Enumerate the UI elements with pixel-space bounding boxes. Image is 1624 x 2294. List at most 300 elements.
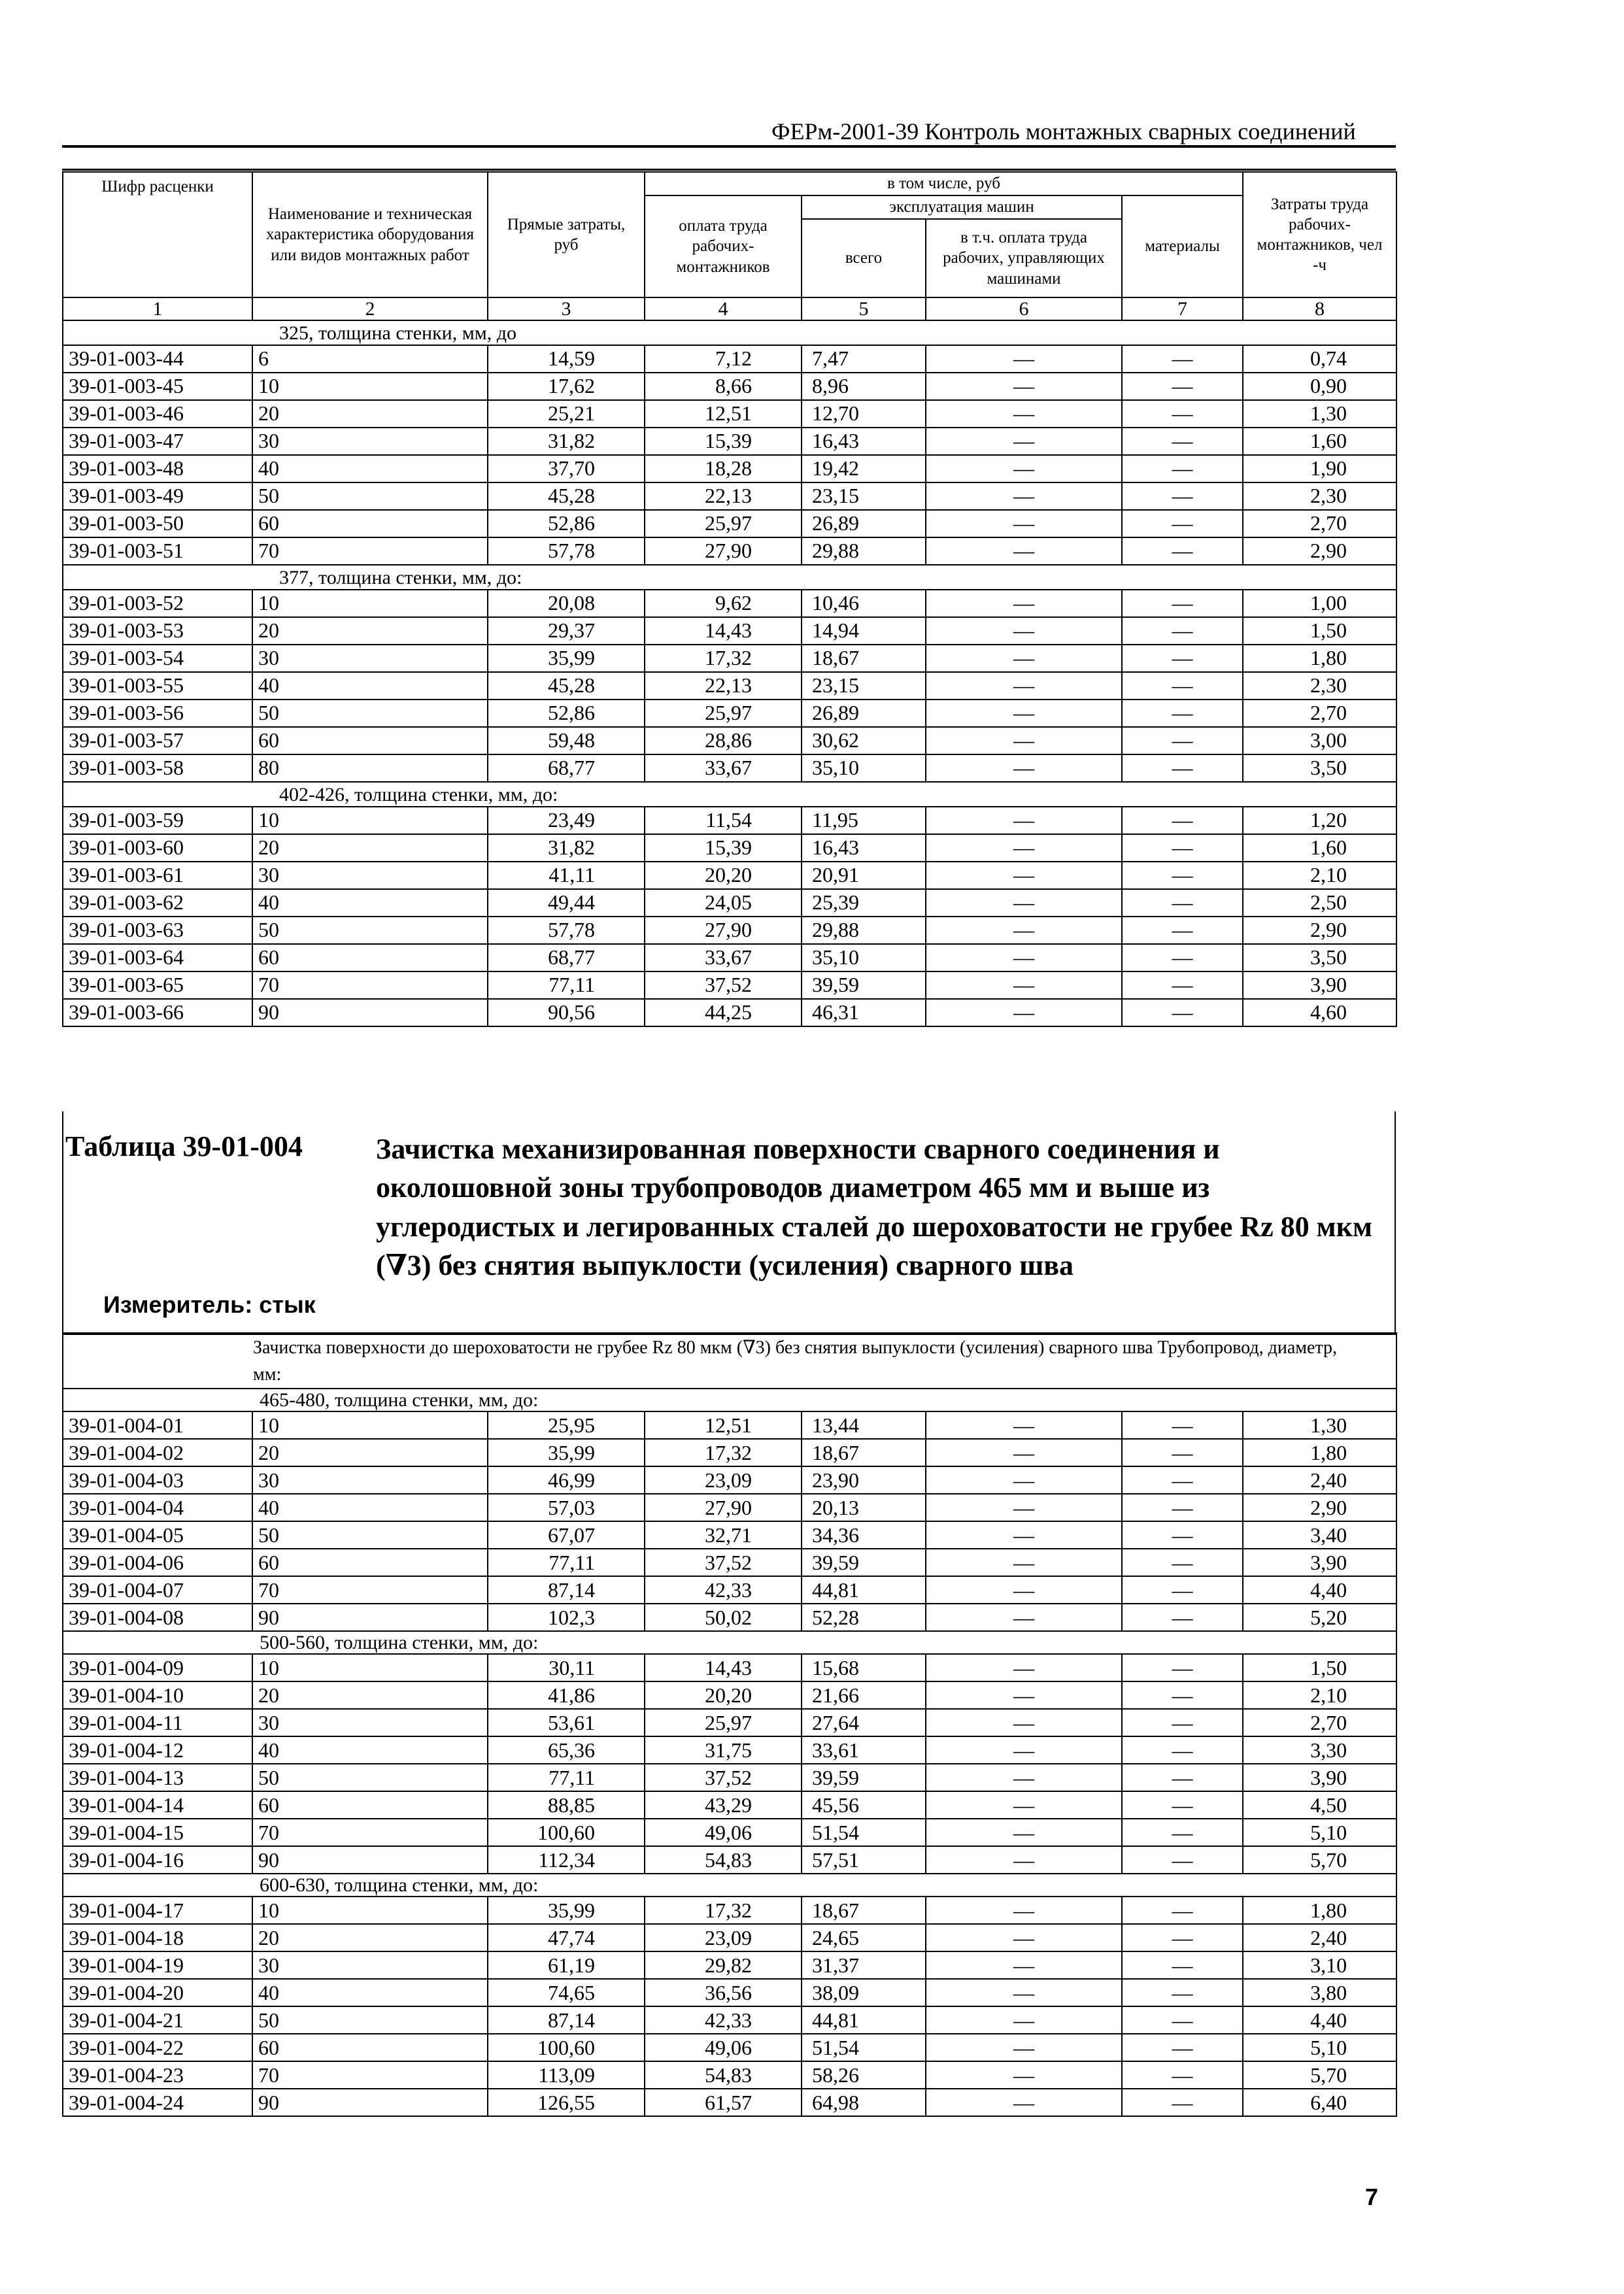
labor-hours: 2,70: [1243, 510, 1396, 537]
header-rule: [62, 145, 1396, 148]
direct-cost: 45,28: [488, 672, 645, 700]
labor-hours: 2,10: [1243, 1681, 1396, 1709]
wages: 27,90: [645, 917, 802, 944]
direct-cost: 67,07: [488, 1521, 645, 1549]
materials: —: [1122, 1411, 1243, 1439]
rate-code: 39-01-004-01: [63, 1411, 252, 1439]
wall-thickness: 40: [252, 455, 488, 482]
wall-thickness: 10: [252, 1411, 488, 1439]
labor-hours: 5,70: [1243, 1846, 1396, 1874]
machines-wages: —: [926, 1846, 1122, 1874]
machines-total: 64,98: [802, 2089, 926, 2116]
group-label: 325, толщина стенки, мм, до: [63, 320, 1396, 345]
labor-hours: 2,90: [1243, 1494, 1396, 1521]
rate-code: 39-01-004-17: [63, 1897, 252, 1924]
wall-thickness: 50: [252, 1764, 488, 1791]
wall-thickness: 20: [252, 617, 488, 645]
rate-code: 39-01-003-62: [63, 889, 252, 917]
rate-code: 39-01-004-20: [63, 1979, 252, 2006]
direct-cost: 68,77: [488, 944, 645, 971]
machines-total: 29,88: [802, 917, 926, 944]
machines-total: 33,61: [802, 1736, 926, 1764]
rate-code: 39-01-004-12: [63, 1736, 252, 1764]
direct-cost: 74,65: [488, 1979, 645, 2006]
labor-hours: 0,74: [1243, 345, 1396, 373]
wages: 20,20: [645, 862, 802, 889]
labor-hours: 3,80: [1243, 1979, 1396, 2006]
direct-cost: 57,03: [488, 1494, 645, 1521]
machines-wages: —: [926, 754, 1122, 782]
materials: —: [1122, 1979, 1243, 2006]
machines-wages: —: [926, 2061, 1122, 2089]
wall-thickness: 50: [252, 917, 488, 944]
materials: —: [1122, 1521, 1243, 1549]
rate-code: 39-01-003-54: [63, 645, 252, 672]
direct-cost: 35,99: [488, 1897, 645, 1924]
wall-thickness: 40: [252, 672, 488, 700]
rate-code: 39-01-003-58: [63, 754, 252, 782]
labor-hours: 3,10: [1243, 1951, 1396, 1979]
machines-total: 10,46: [802, 590, 926, 617]
wall-thickness: 20: [252, 1439, 488, 1466]
table-row: [63, 862, 1396, 889]
wages: 33,67: [645, 944, 802, 971]
rate-code: 39-01-004-03: [63, 1466, 252, 1494]
wages: 9,62: [645, 590, 802, 617]
labor-hours: 1,30: [1243, 400, 1396, 428]
labor-hours: 1,90: [1243, 455, 1396, 482]
table-row: [63, 754, 1396, 782]
table-row: [63, 834, 1396, 862]
rate-code: 39-01-004-18: [63, 1924, 252, 1951]
wages: 61,57: [645, 2089, 802, 2116]
materials: —: [1122, 428, 1243, 455]
rate-code: 39-01-003-55: [63, 672, 252, 700]
rate-code: 39-01-003-59: [63, 807, 252, 834]
table-number: Таблица 39-01-004: [65, 1130, 303, 1162]
column-index-row: [63, 297, 1396, 320]
machines-wages: —: [926, 1604, 1122, 1631]
wall-thickness: 60: [252, 1549, 488, 1576]
machines-total: 18,67: [802, 645, 926, 672]
machines-total: 38,09: [802, 1979, 926, 2006]
machines-total: 44,81: [802, 2006, 926, 2034]
wages: 22,13: [645, 482, 802, 510]
column-index: 3: [488, 297, 645, 320]
direct-cost: 25,95: [488, 1411, 645, 1439]
materials: —: [1122, 727, 1243, 754]
machines-total: 18,67: [802, 1439, 926, 1466]
machines-wages: —: [926, 1709, 1122, 1736]
machines-total: 58,26: [802, 2061, 926, 2089]
table-row: [63, 727, 1396, 754]
table-row: [63, 2061, 1396, 2089]
rate-code: 39-01-004-11: [63, 1709, 252, 1736]
col-header-direct: Прямые затраты, руб: [488, 172, 645, 297]
direct-cost: 57,78: [488, 537, 645, 565]
labor-hours: 2,50: [1243, 889, 1396, 917]
wages: 20,20: [645, 1681, 802, 1709]
rate-code: 39-01-003-60: [63, 834, 252, 862]
wages: 36,56: [645, 1979, 802, 2006]
col-header-machines: эксплуатация машин: [802, 195, 1122, 219]
wall-thickness: 90: [252, 1604, 488, 1631]
materials: —: [1122, 1466, 1243, 1494]
direct-cost: 112,34: [488, 1846, 645, 1874]
materials: —: [1122, 1549, 1243, 1576]
table-row: [63, 482, 1396, 510]
labor-hours: 3,50: [1243, 754, 1396, 782]
col-header-machines-wages: в т.ч. оплата труда рабочих, управляющих машинами: [926, 219, 1122, 297]
labor-hours: 2,90: [1243, 917, 1396, 944]
direct-cost: 46,99: [488, 1466, 645, 1494]
wall-thickness: 40: [252, 889, 488, 917]
wages: 17,32: [645, 1439, 802, 1466]
machines-total: 23,15: [802, 482, 926, 510]
table-row: [63, 944, 1396, 971]
wall-thickness: 40: [252, 1494, 488, 1521]
direct-cost: 41,86: [488, 1681, 645, 1709]
direct-cost: 126,55: [488, 2089, 645, 2116]
rate-code: 39-01-003-46: [63, 400, 252, 428]
wages: 25,97: [645, 510, 802, 537]
direct-cost: 100,60: [488, 2034, 645, 2061]
machines-wages: —: [926, 510, 1122, 537]
materials: —: [1122, 1439, 1243, 1466]
wall-thickness: 30: [252, 428, 488, 455]
labor-hours: 2,40: [1243, 1924, 1396, 1951]
table-row: [63, 971, 1396, 999]
rate-code: 39-01-004-22: [63, 2034, 252, 2061]
wages: 49,06: [645, 2034, 802, 2061]
wages: 17,32: [645, 645, 802, 672]
rate-code: 39-01-004-06: [63, 1549, 252, 1576]
wages: 25,97: [645, 1709, 802, 1736]
machines-total: 46,31: [802, 999, 926, 1026]
machines-wages: —: [926, 1439, 1122, 1466]
materials: —: [1122, 1764, 1243, 1791]
col-header-name: Наименование и техническая характеристика оборудования или видов монтажных работ: [252, 172, 488, 297]
labor-hours: 1,00: [1243, 590, 1396, 617]
machines-wages: —: [926, 672, 1122, 700]
table-row: [63, 1791, 1396, 1819]
materials: —: [1122, 345, 1243, 373]
wall-thickness: 50: [252, 700, 488, 727]
labor-hours: 4,50: [1243, 1791, 1396, 1819]
column-index: 2: [252, 297, 488, 320]
machines-total: 11,95: [802, 807, 926, 834]
wall-thickness: 90: [252, 999, 488, 1026]
wall-thickness: 70: [252, 1576, 488, 1604]
machines-total: 35,10: [802, 754, 926, 782]
machines-total: 16,43: [802, 428, 926, 455]
group-label: 465-480, толщина стенки, мм, до:: [63, 1389, 1396, 1411]
wages: 12,51: [645, 1411, 802, 1439]
table-row: [63, 617, 1396, 645]
machines-total: 26,89: [802, 510, 926, 537]
labor-hours: 4,40: [1243, 2006, 1396, 2034]
materials: —: [1122, 1736, 1243, 1764]
machines-total: 23,15: [802, 672, 926, 700]
machines-wages: —: [926, 1764, 1122, 1791]
group-row: [63, 1631, 1396, 1654]
direct-cost: 77,11: [488, 1549, 645, 1576]
machines-total: 19,42: [802, 455, 926, 482]
col-header-code: Шифр расценки: [63, 172, 252, 297]
direct-cost: 102,3: [488, 1604, 645, 1631]
rate-code: 39-01-004-02: [63, 1439, 252, 1466]
wall-thickness: 70: [252, 537, 488, 565]
machines-wages: —: [926, 834, 1122, 862]
wall-thickness: 20: [252, 834, 488, 862]
wall-thickness: 90: [252, 2089, 488, 2116]
group-row: [63, 782, 1396, 807]
wall-thickness: 30: [252, 1709, 488, 1736]
labor-hours: 2,30: [1243, 482, 1396, 510]
direct-cost: 31,82: [488, 834, 645, 862]
page-number: 7: [1365, 2184, 1379, 2210]
materials: —: [1122, 510, 1243, 537]
machines-wages: —: [926, 971, 1122, 999]
wall-thickness: 10: [252, 1897, 488, 1924]
labor-hours: 2,90: [1243, 537, 1396, 565]
wall-thickness: 80: [252, 754, 488, 782]
materials: —: [1122, 834, 1243, 862]
machines-total: 35,10: [802, 944, 926, 971]
machines-wages: —: [926, 1466, 1122, 1494]
table-row: [63, 1819, 1396, 1846]
wages: 11,54: [645, 807, 802, 834]
rate-code: 39-01-003-49: [63, 482, 252, 510]
rates-table-39-01-004: [62, 1332, 1397, 2117]
table-top-rule: [62, 169, 1396, 171]
wages: 37,52: [645, 1764, 802, 1791]
direct-cost: 59,48: [488, 727, 645, 754]
rate-code: 39-01-004-24: [63, 2089, 252, 2116]
wall-thickness: 30: [252, 1951, 488, 1979]
materials: —: [1122, 1846, 1243, 1874]
table-row: [63, 1897, 1396, 1924]
wall-thickness: 60: [252, 1791, 488, 1819]
machines-wages: —: [926, 482, 1122, 510]
machines-wages: —: [926, 2034, 1122, 2061]
rate-code: 39-01-003-52: [63, 590, 252, 617]
rate-code: 39-01-003-57: [63, 727, 252, 754]
machines-wages: —: [926, 1951, 1122, 1979]
wall-thickness: 10: [252, 373, 488, 400]
group-label: 377, толщина стенки, мм, до:: [63, 565, 1396, 590]
table-row: [63, 1604, 1396, 1631]
wages: 28,86: [645, 727, 802, 754]
machines-total: 57,51: [802, 1846, 926, 1874]
wages: 33,67: [645, 754, 802, 782]
rate-code: 39-01-004-14: [63, 1791, 252, 1819]
machines-wages: —: [926, 917, 1122, 944]
group-row: [63, 565, 1396, 590]
machines-wages: —: [926, 862, 1122, 889]
direct-cost: 52,86: [488, 510, 645, 537]
wages: 27,90: [645, 537, 802, 565]
column-index: 8: [1243, 297, 1396, 320]
machines-total: 44,81: [802, 1576, 926, 1604]
labor-hours: 1,50: [1243, 617, 1396, 645]
direct-cost: 23,49: [488, 807, 645, 834]
table-row: [63, 1494, 1396, 1521]
labor-hours: 4,40: [1243, 1576, 1396, 1604]
machines-wages: —: [926, 889, 1122, 917]
materials: —: [1122, 999, 1243, 1026]
machines-total: 20,91: [802, 862, 926, 889]
direct-cost: 77,11: [488, 1764, 645, 1791]
rate-code: 39-01-003-45: [63, 373, 252, 400]
labor-hours: 1,80: [1243, 645, 1396, 672]
machines-wages: —: [926, 537, 1122, 565]
labor-hours: 1,60: [1243, 428, 1396, 455]
machines-wages: —: [926, 944, 1122, 971]
rate-code: 39-01-004-21: [63, 2006, 252, 2034]
materials: —: [1122, 1951, 1243, 1979]
wall-thickness: 70: [252, 2061, 488, 2089]
machines-wages: —: [926, 807, 1122, 834]
table-row: [63, 345, 1396, 373]
rate-code: 39-01-004-04: [63, 1494, 252, 1521]
running-header: ФЕРм-2001-39 Контроль монтажных сварных соединений: [771, 118, 1356, 144]
rate-code: 39-01-003-53: [63, 617, 252, 645]
wall-thickness: 30: [252, 862, 488, 889]
rate-code: 39-01-004-07: [63, 1576, 252, 1604]
measure-unit: Измеритель: стык: [103, 1291, 316, 1318]
col-header-incl: в том числе, руб: [645, 172, 1243, 195]
labor-hours: 1,80: [1243, 1439, 1396, 1466]
machines-total: 15,68: [802, 1654, 926, 1681]
wages: 18,28: [645, 455, 802, 482]
machines-total: 45,56: [802, 1791, 926, 1819]
materials: —: [1122, 917, 1243, 944]
rate-code: 39-01-004-08: [63, 1604, 252, 1631]
materials: —: [1122, 482, 1243, 510]
wages: 54,83: [645, 1846, 802, 1874]
group-label: 600-630, толщина стенки, мм, до:: [63, 1874, 1396, 1897]
wages: 32,71: [645, 1521, 802, 1549]
direct-cost: 47,74: [488, 1924, 645, 1951]
materials: —: [1122, 617, 1243, 645]
materials: —: [1122, 2006, 1243, 2034]
machines-total: 23,90: [802, 1466, 926, 1494]
rate-code: 39-01-004-13: [63, 1764, 252, 1791]
labor-hours: 3,90: [1243, 1549, 1396, 1576]
rate-code: 39-01-003-64: [63, 944, 252, 971]
materials: —: [1122, 1791, 1243, 1819]
direct-cost: 65,36: [488, 1736, 645, 1764]
wall-thickness: 20: [252, 1681, 488, 1709]
machines-wages: —: [926, 373, 1122, 400]
group-row: [63, 1389, 1396, 1411]
labor-hours: 1,20: [1243, 807, 1396, 834]
wages: 22,13: [645, 672, 802, 700]
table-row: [63, 2034, 1396, 2061]
table-row: [63, 1654, 1396, 1681]
direct-cost: 14,59: [488, 345, 645, 373]
wages: 8,66: [645, 373, 802, 400]
table-row: [63, 807, 1396, 834]
machines-wages: —: [926, 428, 1122, 455]
materials: —: [1122, 944, 1243, 971]
direct-cost: 87,14: [488, 1576, 645, 1604]
table-intro: Зачистка поверхности до шероховатости не грубее Rz 80 мкм (∇3) без снятия выпуклости (усиления) сварного шва Трубопровод, диаметр, мм:: [63, 1334, 1396, 1389]
rate-code: 39-01-003-61: [63, 862, 252, 889]
wages: 17,32: [645, 1897, 802, 1924]
table-row: [63, 1736, 1396, 1764]
table-row: [63, 510, 1396, 537]
machines-total: 39,59: [802, 971, 926, 999]
materials: —: [1122, 1494, 1243, 1521]
direct-cost: 20,08: [488, 590, 645, 617]
table-row: [63, 590, 1396, 617]
machines-wages: —: [926, 1736, 1122, 1764]
column-index: 5: [802, 297, 926, 320]
wall-thickness: 10: [252, 590, 488, 617]
materials: —: [1122, 1819, 1243, 1846]
materials: —: [1122, 700, 1243, 727]
materials: —: [1122, 2034, 1243, 2061]
direct-cost: 57,78: [488, 917, 645, 944]
table-row: [63, 428, 1396, 455]
rate-code: 39-01-003-50: [63, 510, 252, 537]
wall-thickness: 20: [252, 400, 488, 428]
rate-code: 39-01-003-56: [63, 700, 252, 727]
materials: —: [1122, 862, 1243, 889]
machines-total: 34,36: [802, 1521, 926, 1549]
materials: —: [1122, 1681, 1243, 1709]
wages: 23,09: [645, 1924, 802, 1951]
direct-cost: 77,11: [488, 971, 645, 999]
table-row: [63, 1439, 1396, 1466]
wall-thickness: 60: [252, 510, 488, 537]
wages: 31,75: [645, 1736, 802, 1764]
machines-total: 30,62: [802, 727, 926, 754]
materials: —: [1122, 373, 1243, 400]
wages: 54,83: [645, 2061, 802, 2089]
wages: 14,43: [645, 617, 802, 645]
direct-cost: 113,09: [488, 2061, 645, 2089]
labor-hours: 5,20: [1243, 1604, 1396, 1631]
machines-wages: —: [926, 1979, 1122, 2006]
machines-wages: —: [926, 1494, 1122, 1521]
direct-cost: 53,61: [488, 1709, 645, 1736]
wages: 42,33: [645, 2006, 802, 2034]
machines-total: 24,65: [802, 1924, 926, 1951]
table-row: [63, 1709, 1396, 1736]
column-index: 1: [63, 297, 252, 320]
wall-thickness: 60: [252, 944, 488, 971]
table-row: [63, 1576, 1396, 1604]
wall-thickness: 70: [252, 1819, 488, 1846]
col-header-materials: материалы: [1122, 195, 1243, 297]
wages: 44,25: [645, 999, 802, 1026]
rate-code: 39-01-003-63: [63, 917, 252, 944]
labor-hours: 1,30: [1243, 1411, 1396, 1439]
machines-wages: —: [926, 345, 1122, 373]
labor-hours: 2,70: [1243, 700, 1396, 727]
labor-hours: 0,90: [1243, 373, 1396, 400]
rate-code: 39-01-003-51: [63, 537, 252, 565]
rate-code: 39-01-004-23: [63, 2061, 252, 2089]
wages: 42,33: [645, 1576, 802, 1604]
wages: 23,09: [645, 1466, 802, 1494]
wall-thickness: 10: [252, 1654, 488, 1681]
labor-hours: 5,10: [1243, 1819, 1396, 1846]
table-row: [63, 1979, 1396, 2006]
